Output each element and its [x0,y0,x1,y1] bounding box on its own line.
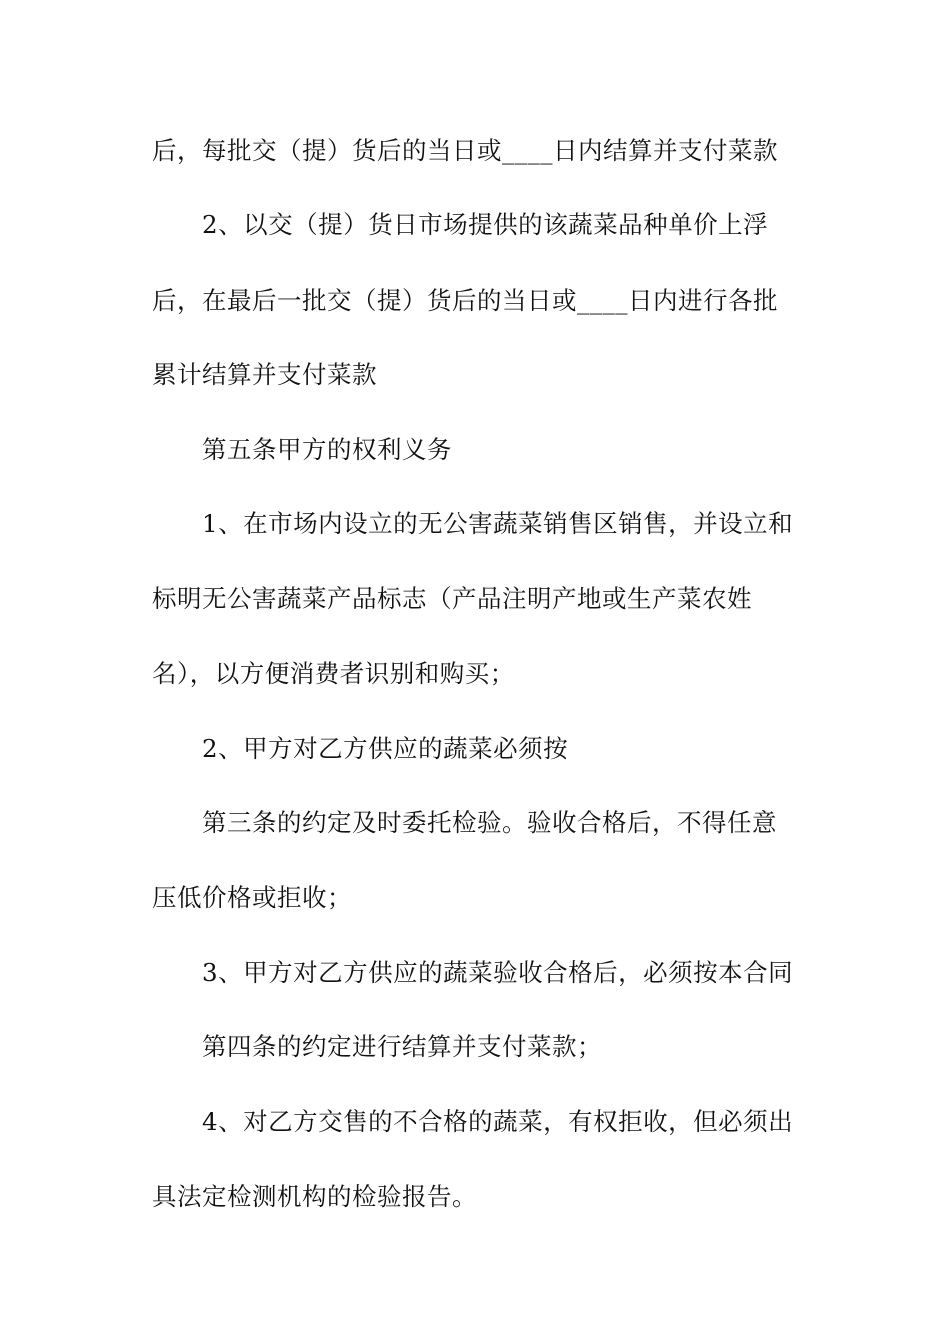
paragraph-line: 具法定检测机构的检验报告。 [152,1182,477,1211]
paragraph-line: 累计结算并支付菜款 [152,360,377,389]
paragraph-line: 4、对乙方交售的不合格的蔬菜，有权拒收，但必须出 [202,1107,794,1136]
paragraph-line: 2、以交（提）货日市场提供的该蔬菜品种单价上浮 [202,210,769,239]
section-heading: 第五条甲方的权利义务 [202,435,452,464]
paragraph-line: 2、甲方对乙方供应的蔬菜必须按 [202,734,569,763]
paragraph-line: 名），以方便消费者识别和购买； [152,659,515,688]
paragraph-line: 压低价格或拒收； [152,883,352,912]
paragraph-line: 3、甲方对乙方供应的蔬菜验收合格后，必须按本合同 [202,958,794,987]
paragraph-line: 1、在市场内设立的无公害蔬菜销售区销售，并设立和 [202,509,794,538]
paragraph-line: 后，每批交（提）货后的当日或____日内结算并支付菜款 [152,136,778,165]
paragraph-line: 标明无公害蔬菜产品标志（产品注明产地或生产菜农姓 [152,584,752,613]
paragraph-line: 后，在最后一批交（提）货后的当日或____日内进行各批 [152,286,778,315]
paragraph-line: 第四条的约定进行结算并支付菜款； [202,1032,602,1061]
paragraph-line: 第三条的约定及时委托检验。验收合格后，不得任意 [202,808,777,837]
